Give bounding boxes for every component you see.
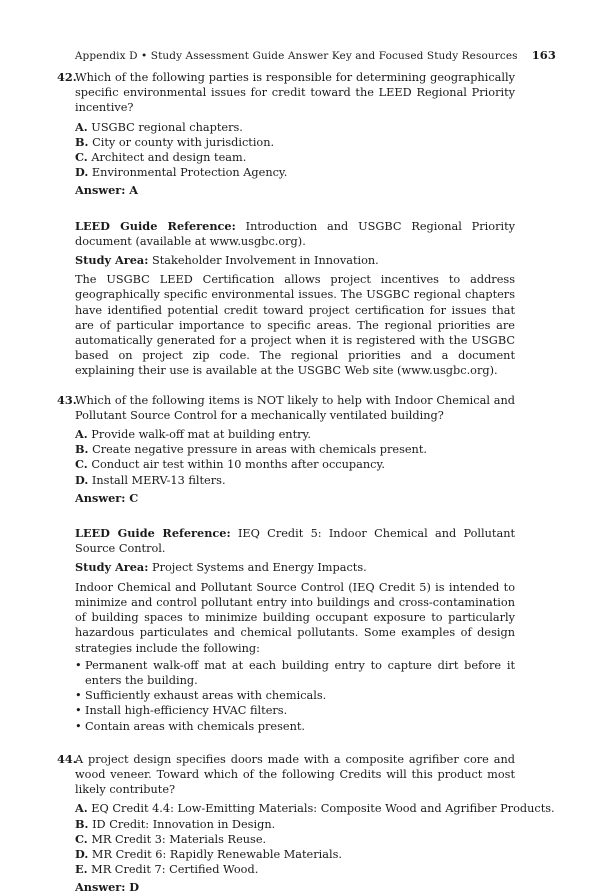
question-stem (57, 392, 515, 423)
option-letter: B. (75, 134, 89, 149)
running-title: Appendix D • Study Assessment Guide Answer Key and Focused Study Resources (74, 50, 518, 62)
question-43 (57, 392, 516, 734)
guide-reference (75, 526, 515, 556)
explanation: Indoor Chemical and Pollutant Source Control (IEQ Credit 5) is intended to minimize and control pollutant entry into buildings and cross-contamination of building spaces to minimize building occupant exposure to particularly hazardous particulates and chemical pollutants. Some examples of design strategies include the following: (75, 580, 515, 655)
main-content (57, 70, 555, 896)
option-text: USGBC regional chapters. (91, 120, 243, 134)
option-a (75, 801, 555, 816)
explanation: The USGBC LEED Certification allows project incentives to address geographically specific environmental issues. The USGBC regional chapters have identified potential credit toward project certification for issues that are of particular importance to specific areas. The regional priorities are automatically generated for a project when it is registered with the USGBC based on project zip code. The regional priorities and a document explaining their use is available at the USGBC Web site (www.usgbc.org). (75, 273, 515, 378)
question-number: 44. (57, 751, 77, 766)
option-d (75, 473, 515, 488)
guide-reference (75, 219, 515, 249)
option-a (75, 427, 515, 442)
strategy-list (75, 658, 515, 734)
study-area (75, 253, 515, 268)
option-b (75, 442, 515, 457)
option-letter: A. (75, 801, 88, 816)
option-b (75, 817, 515, 832)
question-text: A project design specifies doors made with a composite agrifiber core and wood veneer. Toward which of the following Credits will this product most likely contribute? (75, 752, 515, 797)
option-a (75, 120, 515, 135)
reference-text: IEQ Credit 5: Indoor Chemical and Pollutant Source Control. (75, 527, 516, 556)
question-44 (57, 751, 555, 896)
answer-key: Answer: A (75, 183, 139, 198)
option-letter: D. (75, 846, 89, 861)
question-number: 43. (57, 392, 77, 407)
list-item: • Sufficiently exhaust areas with chemicals. (75, 689, 327, 703)
option-letter: E. (75, 862, 88, 877)
question-text: Which of the following parties is responsible for determining geographically specific environmental issues for credit toward the LEED Regional Priority incentive? (75, 71, 515, 115)
page-number: 163 (531, 48, 556, 62)
options-list (75, 801, 555, 877)
list-item: • Contain areas with chemicals present. (75, 719, 305, 733)
option-letter: C. (75, 457, 88, 472)
option-letter: A. (75, 119, 88, 134)
running-header (75, 48, 556, 62)
option-d (75, 165, 515, 180)
option-letter: B. (75, 442, 89, 457)
option-letter: A. (75, 427, 88, 442)
option-c (75, 457, 515, 472)
option-text: Conduct air test within 10 months after occupancy. (91, 458, 385, 472)
option-text: MR Credit 6: Rapidly Renewable Materials. (91, 847, 342, 861)
options-list (75, 427, 515, 488)
question-stem (57, 70, 515, 116)
option-text: MR Credit 7: Certified Wood. (91, 863, 259, 877)
option-text: Create negative pressure in areas with chemicals present. (92, 443, 427, 457)
option-letter: C. (75, 831, 88, 846)
option-d (75, 847, 515, 862)
option-text: City or county with jurisdiction. (92, 135, 275, 149)
options-list (75, 120, 515, 181)
option-b (75, 135, 515, 150)
option-text: Architect and design team. (91, 151, 247, 165)
answer-key: Answer: C (75, 490, 139, 505)
answer-key: Answer: D (75, 880, 140, 895)
study-text: Project Systems and Energy Impacts. (151, 561, 367, 575)
option-text: Environmental Protection Agency. (91, 166, 288, 180)
option-letter: D. (75, 165, 89, 180)
option-letter: C. (75, 150, 88, 165)
option-e (75, 862, 515, 877)
option-text: MR Credit 3: Materials Reuse. (91, 832, 267, 846)
option-text: ID Credit: Innovation in Design. (92, 817, 276, 831)
bullet-icon: • (75, 689, 82, 703)
bullet-icon: • (75, 658, 82, 672)
option-text: EQ Credit 4.4: Low-Emitting Materials: Composite Wood and Agrifiber Products. (91, 802, 555, 816)
option-letter: B. (75, 816, 89, 831)
option-text: Provide walk-off mat at building entry. (91, 428, 311, 442)
study-area (75, 560, 515, 575)
list-item: • Permanent walk-off mat at each building entry to capture dirt before it enters the building. (75, 658, 515, 687)
reference-label: LEED Guide Reference: (75, 526, 231, 541)
bullet-icon: • (75, 704, 82, 718)
option-text: Install MERV-13 filters. (91, 473, 226, 487)
question-number: 42. (57, 70, 77, 84)
study-text: Stakeholder Involvement in Innovation. (151, 254, 379, 268)
option-c (75, 150, 515, 165)
question-stem (57, 751, 515, 798)
question-text: Which of the following items is NOT likely to help with Indoor Chemical and Pollutant Source Control for a mechanically ventilated building? (75, 393, 515, 422)
question-42 (57, 70, 516, 379)
bullet-icon: • (75, 719, 82, 733)
study-label: Study Area: (75, 560, 149, 575)
list-item: • Install high-efficiency HVAC filters. (75, 704, 288, 718)
study-label: Study Area: (75, 253, 149, 268)
reference-label: LEED Guide Reference: (75, 218, 236, 233)
reference-text: Introduction and USGBC Regional Priority document (available at www.usgbc.org). (75, 219, 516, 248)
option-c (75, 832, 515, 847)
option-letter: D. (75, 472, 89, 487)
